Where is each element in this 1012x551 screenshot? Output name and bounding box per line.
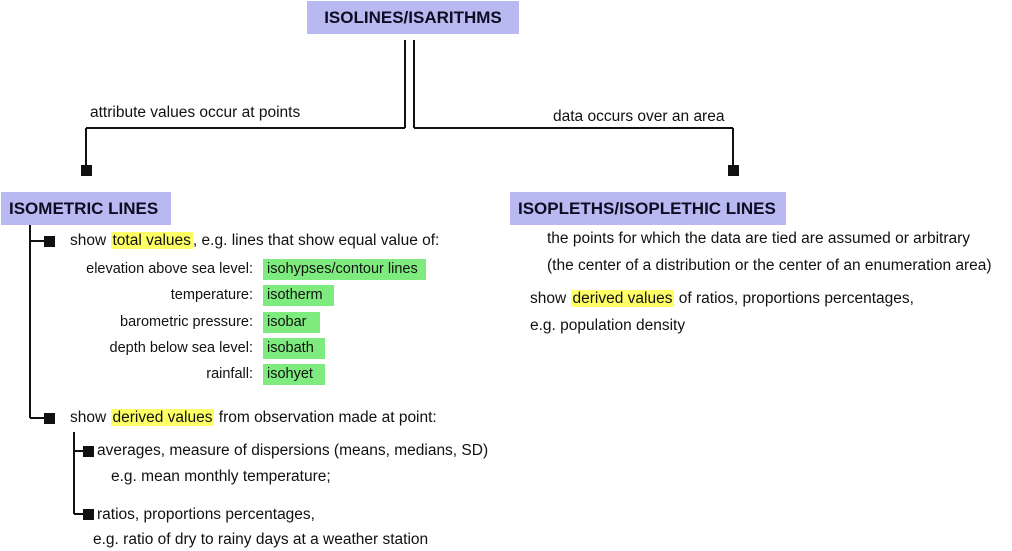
total-bullet — [44, 236, 55, 247]
derived-values-highlight: derived values — [112, 409, 213, 426]
derived-values-post: from observation made at point: — [214, 409, 437, 426]
term-isotherm: isotherm — [263, 285, 334, 306]
isopleths-derived-post: of ratios, proportions percentages, — [674, 290, 914, 307]
ratios-line1: ratios, proportions percentages, — [97, 506, 315, 523]
term-isobath: isobath — [263, 338, 325, 359]
total-values-post: , e.g. lines that show equal value of: — [192, 232, 440, 249]
derived-values-text — [70, 408, 437, 428]
example-label-pressure: barometric pressure: — [120, 314, 253, 330]
example-label-depth: depth below sea level: — [109, 340, 253, 356]
isopleths-desc-line1: the points for which the data are tied are assumed or arbitrary — [547, 230, 971, 247]
term-isobar: isobar — [263, 312, 320, 333]
isopleths-node: ISOPLETHS/ISOPLETHIC LINES — [510, 192, 786, 225]
ratios-line2: e.g. ratio of dry to rainy days at a weather station — [93, 531, 429, 548]
ratios-bullet — [83, 509, 94, 520]
total-values-pre: show — [70, 232, 111, 249]
right-edge-label: data occurs over an area — [553, 108, 725, 125]
averages-line1: averages, measure of dispersions (means, medians, SD) — [97, 442, 489, 459]
isopleths-desc-line2: (the center of a distribution or the center of an enumeration area) — [547, 257, 992, 274]
averages-line2: e.g. mean monthly temperature; — [111, 468, 331, 485]
derived-values-pre: show — [70, 409, 111, 426]
isopleths-derived-pre: show — [530, 290, 571, 307]
root-node: ISOLINES/ISARITHMS — [307, 1, 519, 34]
example-label-rainfall: rainfall: — [206, 366, 253, 382]
isopleths-derived-text — [530, 289, 914, 309]
averages-bullet — [83, 446, 94, 457]
term-isohyet: isohyet — [263, 364, 325, 385]
left-edge-label: attribute values occur at points — [90, 104, 301, 121]
isometric-lines-node: ISOMETRIC LINES — [1, 192, 171, 225]
total-values-highlight: total values — [112, 232, 191, 249]
left-branch-marker — [81, 165, 92, 176]
isopleths-derived-highlight: derived values — [572, 290, 673, 307]
term-isohypses: isohypses/contour lines — [263, 259, 426, 280]
right-branch-marker — [728, 165, 739, 176]
total-values-text — [70, 231, 439, 251]
example-label-temperature: temperature: — [170, 287, 253, 303]
example-label-elevation: elevation above sea level: — [86, 261, 253, 277]
isopleths-example: e.g. population density — [530, 317, 686, 334]
derived-bullet — [44, 413, 55, 424]
